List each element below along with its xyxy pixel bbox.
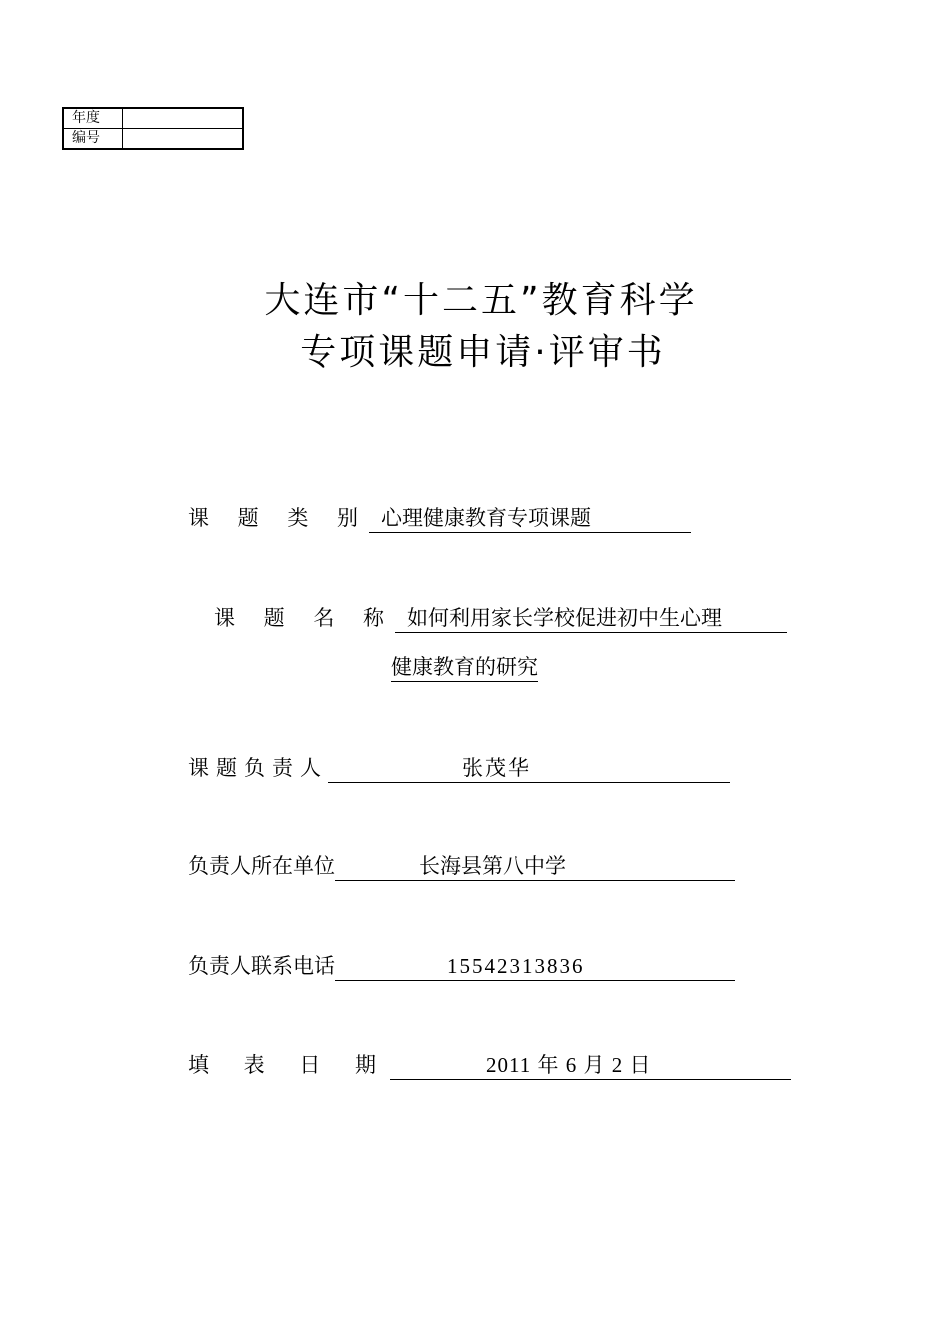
project-name-value-line1: 如何利用家长学校促进初中生心理 xyxy=(407,606,723,630)
date-field[interactable] xyxy=(390,1051,791,1080)
date-label: 填 表 日 期 xyxy=(188,1053,391,1077)
project-name-field-line2[interactable] xyxy=(391,653,538,682)
document-title-line1: 大连市“十二五”教育科学 xyxy=(264,280,698,321)
date-value: 2011 年 6 月 2 日 xyxy=(486,1053,652,1077)
project-name-label: 课 题 名 称 xyxy=(214,606,396,630)
date-row xyxy=(188,1050,791,1080)
project-name-value-line2: 健康教育的研究 xyxy=(391,655,538,679)
category-label: 课 题 类 别 xyxy=(188,506,370,530)
project-name-row xyxy=(214,603,787,633)
category-row xyxy=(188,503,691,533)
year-number-table xyxy=(62,107,244,150)
leader-label: 课题负责人 xyxy=(188,756,328,780)
number-label: 编号 xyxy=(63,129,123,150)
category-field[interactable] xyxy=(369,504,691,533)
unit-field[interactable] xyxy=(335,852,735,881)
phone-value: 15542313836 xyxy=(447,954,585,978)
leader-field[interactable] xyxy=(328,754,730,783)
phone-field[interactable] xyxy=(335,952,735,981)
unit-value: 长海县第八中学 xyxy=(419,854,566,878)
unit-label: 负责人所在单位 xyxy=(188,854,335,878)
year-label: 年度 xyxy=(63,108,123,129)
year-value-cell[interactable] xyxy=(123,108,244,129)
phone-row xyxy=(188,951,735,981)
leader-value: 张茂华 xyxy=(462,756,531,780)
leader-row xyxy=(188,753,730,783)
category-value: 心理健康教育专项课题 xyxy=(381,506,592,530)
document-title-line2: 专项课题申请·评审书 xyxy=(300,332,666,373)
unit-row xyxy=(188,851,735,881)
phone-label: 负责人联系电话 xyxy=(188,954,335,978)
project-name-field-line1[interactable] xyxy=(395,604,787,633)
project-name-row-2 xyxy=(391,652,538,682)
number-value-cell[interactable] xyxy=(123,129,244,150)
